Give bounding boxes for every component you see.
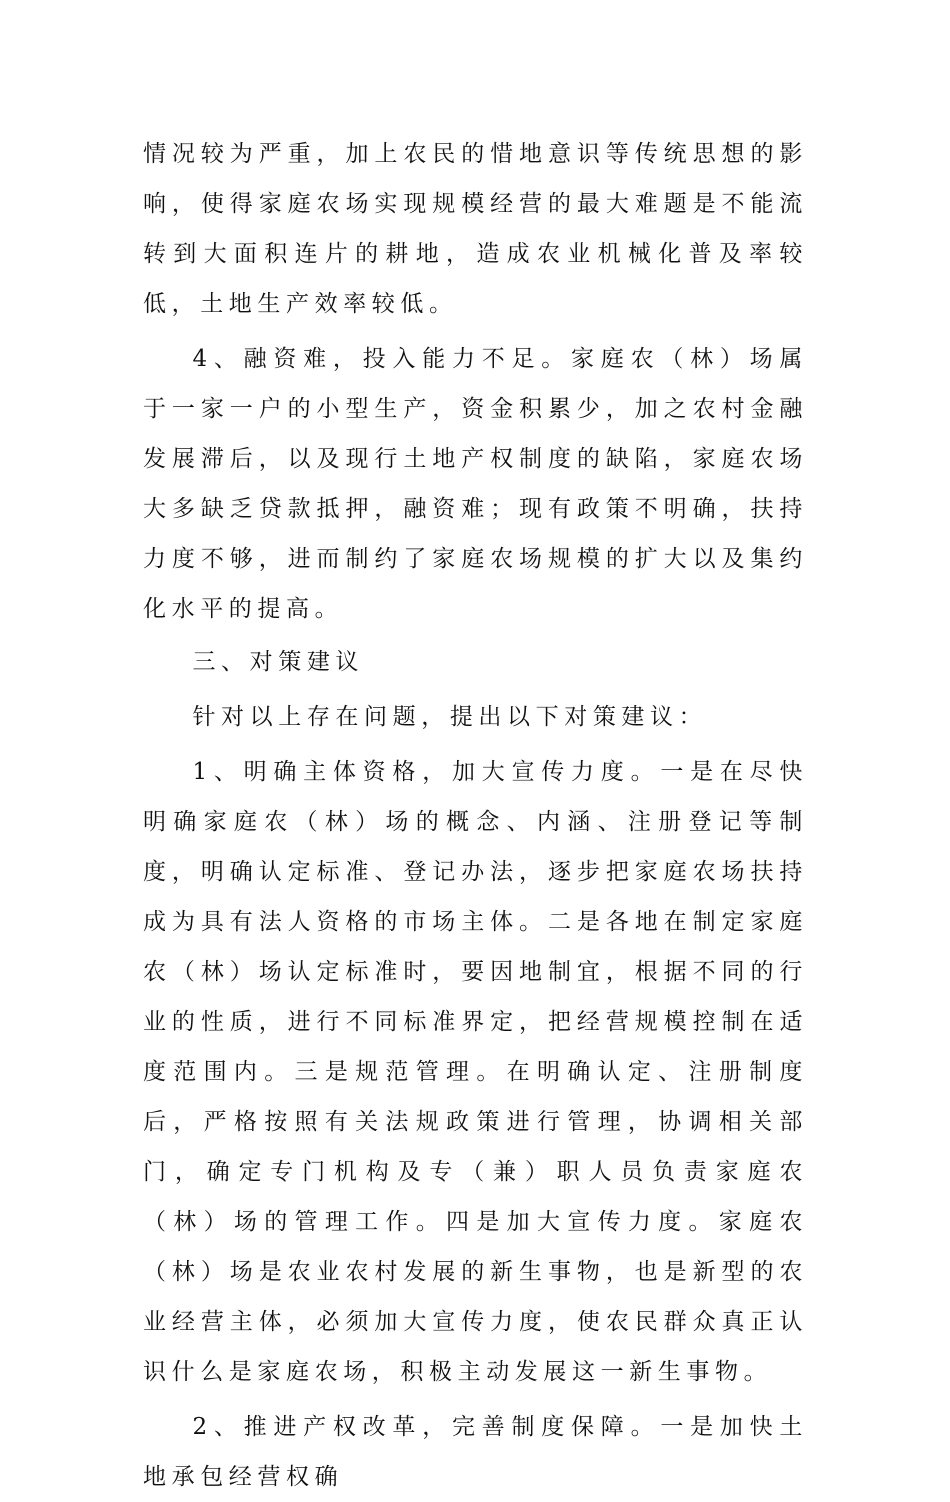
paragraph-item-2: 2、推进产权改革，完善制度保障。一是加快土地承包经营权确: [143, 1414, 808, 1490]
document-body: [143, 129, 808, 1502]
paragraph-financing: 4、融资难，投入能力不足。家庭农（林）场属于一家一户的小型生产，资金积累少，加之农村金融发展滞后，以及现行土地产权制度的缺陷，家庭农场大多缺乏贷款抵押，融资难；现有政策不明确，扶持力度不够，进而制约了家庭农场规模的扩大以及集约化水平的提高。: [143, 346, 808, 622]
paragraph-continued: 情况较为严重，加上农民的惜地意识等传统思想的影响，使得家庭农场实现规模经营的最大难题是不能流转到大面积连片的耕地，造成农业机械化普及率较低，土地生产效率较低。: [143, 141, 808, 317]
paragraph-intro: 针对以上存在问题，提出以下对策建议：: [192, 704, 708, 730]
paragraph-item-1: 1、明确主体资格，加大宣传力度。一是在尽快明确家庭农（林）场的概念、内涵、注册登记等制度，明确认定标准、登记办法，逐步把家庭农场扶持成为具有法人资格的市场主体。二是各地在制定家庭农（林）场认定标准时，要因地制宜，根据不同的行业的性质，进行不同标准界定，把经营规模控制在适度范围内。三是规范管理。在明确认定、注册制度后，严格按照有关法规政策进行管理，协调相关部门，确定专门机构及专（兼）职人员负责家庭农（林）场的管理工作。四是加大宣传力度。家庭农（林）场是农业农村发展的新生事物，也是新型的农业经营主体，必须加大宣传力度，使农民群众真正认识什么是家庭农场，积极主动发展这一新生事物。: [143, 759, 808, 1385]
section-heading: 三、对策建议: [192, 649, 365, 675]
